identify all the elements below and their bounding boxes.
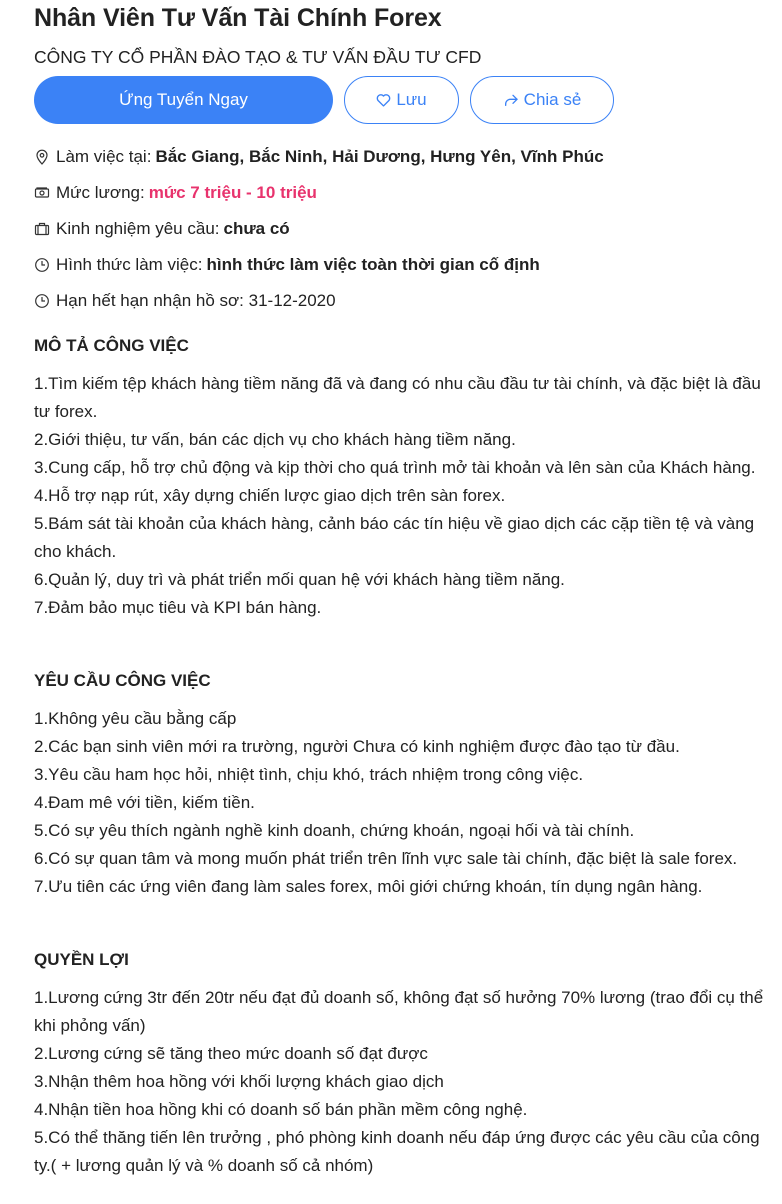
clock-icon [34,293,50,309]
job-title: Nhân Viên Tư Vấn Tài Chính Forex [34,4,442,32]
info-salary [34,182,317,204]
worktype-label: Hình thức làm việc: [56,255,203,274]
worktype-value: hình thức làm việc toàn thời gian cố định [206,255,540,274]
requirements-heading: YÊU CẦU CÔNG VIỆC [34,671,211,690]
description-item: 1.Tìm kiếm tệp khách hàng tiềm năng đã và đang có nhu cầu đầu tư tài chính, và đặc biệt là đầu tư forex. [34,374,761,421]
salary-value: mức 7 triệu - 10 triệu [148,183,317,202]
company-name[interactable]: CÔNG TY CỔ PHẦN ĐÀO TẠO & TƯ VẤN ĐẦU TƯ CFD [34,47,482,67]
description-item: 4.Hỗ trợ nạp rút, xây dựng chiến lược giao dịch trên sàn forex. [34,486,506,505]
experience-value: chưa có [223,219,290,238]
description-item: 5.Bám sát tài khoản của khách hàng, cảnh báo các tín hiệu về giao dịch các cặp tiền tệ và vàng cho khách. [34,514,755,561]
benefits-heading: QUYỀN LỢI [34,950,129,969]
apply-now-label: Ứng Tuyển Ngay [119,90,248,109]
benefit-item: 5.Có thể thăng tiến lên trưởng , phó phòng kinh doanh nếu đáp ứng được các yêu cầu của công ty.( + lương quản lý và % doanh số cả nhóm) [34,1128,760,1175]
requirement-item: 6.Có sự quan tâm và mong muốn phát triển trên lĩnh vực sale tài chính, đặc biệt là sale forex. [34,849,738,868]
deadline-text: Hạn hết hạn nhận hồ sơ: 31-12-2020 [56,291,336,310]
requirement-item: 5.Có sự yêu thích ngành nghề kinh doanh, chứng khoán, ngoại hối và tài chính. [34,821,635,840]
requirement-item: 1.Không yêu cầu bằng cấp [34,709,237,728]
benefit-item: 3.Nhận thêm hoa hồng với khối lượng khách giao dịch [34,1072,444,1091]
info-deadline [34,290,336,312]
requirement-item: 2.Các bạn sinh viên mới ra trường, người Chưa có kinh nghiệm được đào tạo từ đầu. [34,737,680,756]
experience-label: Kinh nghiệm yêu cầu: [56,219,220,238]
description-heading: MÔ TẢ CÔNG VIỆC [34,336,189,355]
requirements-body [34,705,764,901]
briefcase-icon [34,221,50,237]
share-label: Chia sẻ [523,90,582,109]
save-job-label: Lưu [396,90,427,109]
share-icon [503,93,519,107]
salary-label: Mức lương: [56,183,145,202]
info-location [34,146,604,168]
info-experience [34,218,290,240]
money-icon [34,185,50,201]
apply-now-button[interactable] [34,76,333,124]
benefit-item: 2.Lương cứng sẽ tăng theo mức doanh số đạt được [34,1044,428,1063]
requirement-item: 4.Đam mê với tiền, kiếm tiền. [34,793,255,812]
heart-icon [376,93,391,107]
share-button[interactable] [470,76,614,124]
description-item: 2.Giới thiệu, tư vấn, bán các dịch vụ cho khách hàng tiềm năng. [34,430,516,449]
location-value: Bắc Giang, Bắc Ninh, Hải Dương, Hưng Yên, Vĩnh Phúc [155,147,604,166]
requirement-item: 3.Yêu cầu ham học hỏi, nhiệt tình, chịu khó, trách nhiệm trong công việc. [34,765,584,784]
save-job-button[interactable] [344,76,459,124]
benefit-item: 1.Lương cứng 3tr đến 20tr nếu đạt đủ doanh số, không đạt số hưởng 70% lương (trao đổi cụ thể khi phỏng vấn) [34,988,764,1035]
description-item: 7.Đảm bảo mục tiêu và KPI bán hàng. [34,598,322,617]
info-worktype [34,254,540,276]
description-item: 6.Quản lý, duy trì và phát triển mối quan hệ với khách hàng tiềm năng. [34,570,565,589]
clock-icon [34,257,50,273]
benefits-body [34,984,764,1180]
description-body [34,370,764,622]
requirement-item: 7.Ưu tiên các ứng viên đang làm sales forex, môi giới chứng khoán, tín dụng ngân hàng. [34,877,703,896]
description-item: 3.Cung cấp, hỗ trợ chủ động và kịp thời cho quá trình mở tài khoản và lên sàn của Khách hàng. [34,458,756,477]
location-label: Làm việc tại: [56,147,152,166]
location-pin-icon [34,149,50,165]
benefit-item: 4.Nhận tiền hoa hồng khi có doanh số bán phần mềm công nghệ. [34,1100,528,1119]
